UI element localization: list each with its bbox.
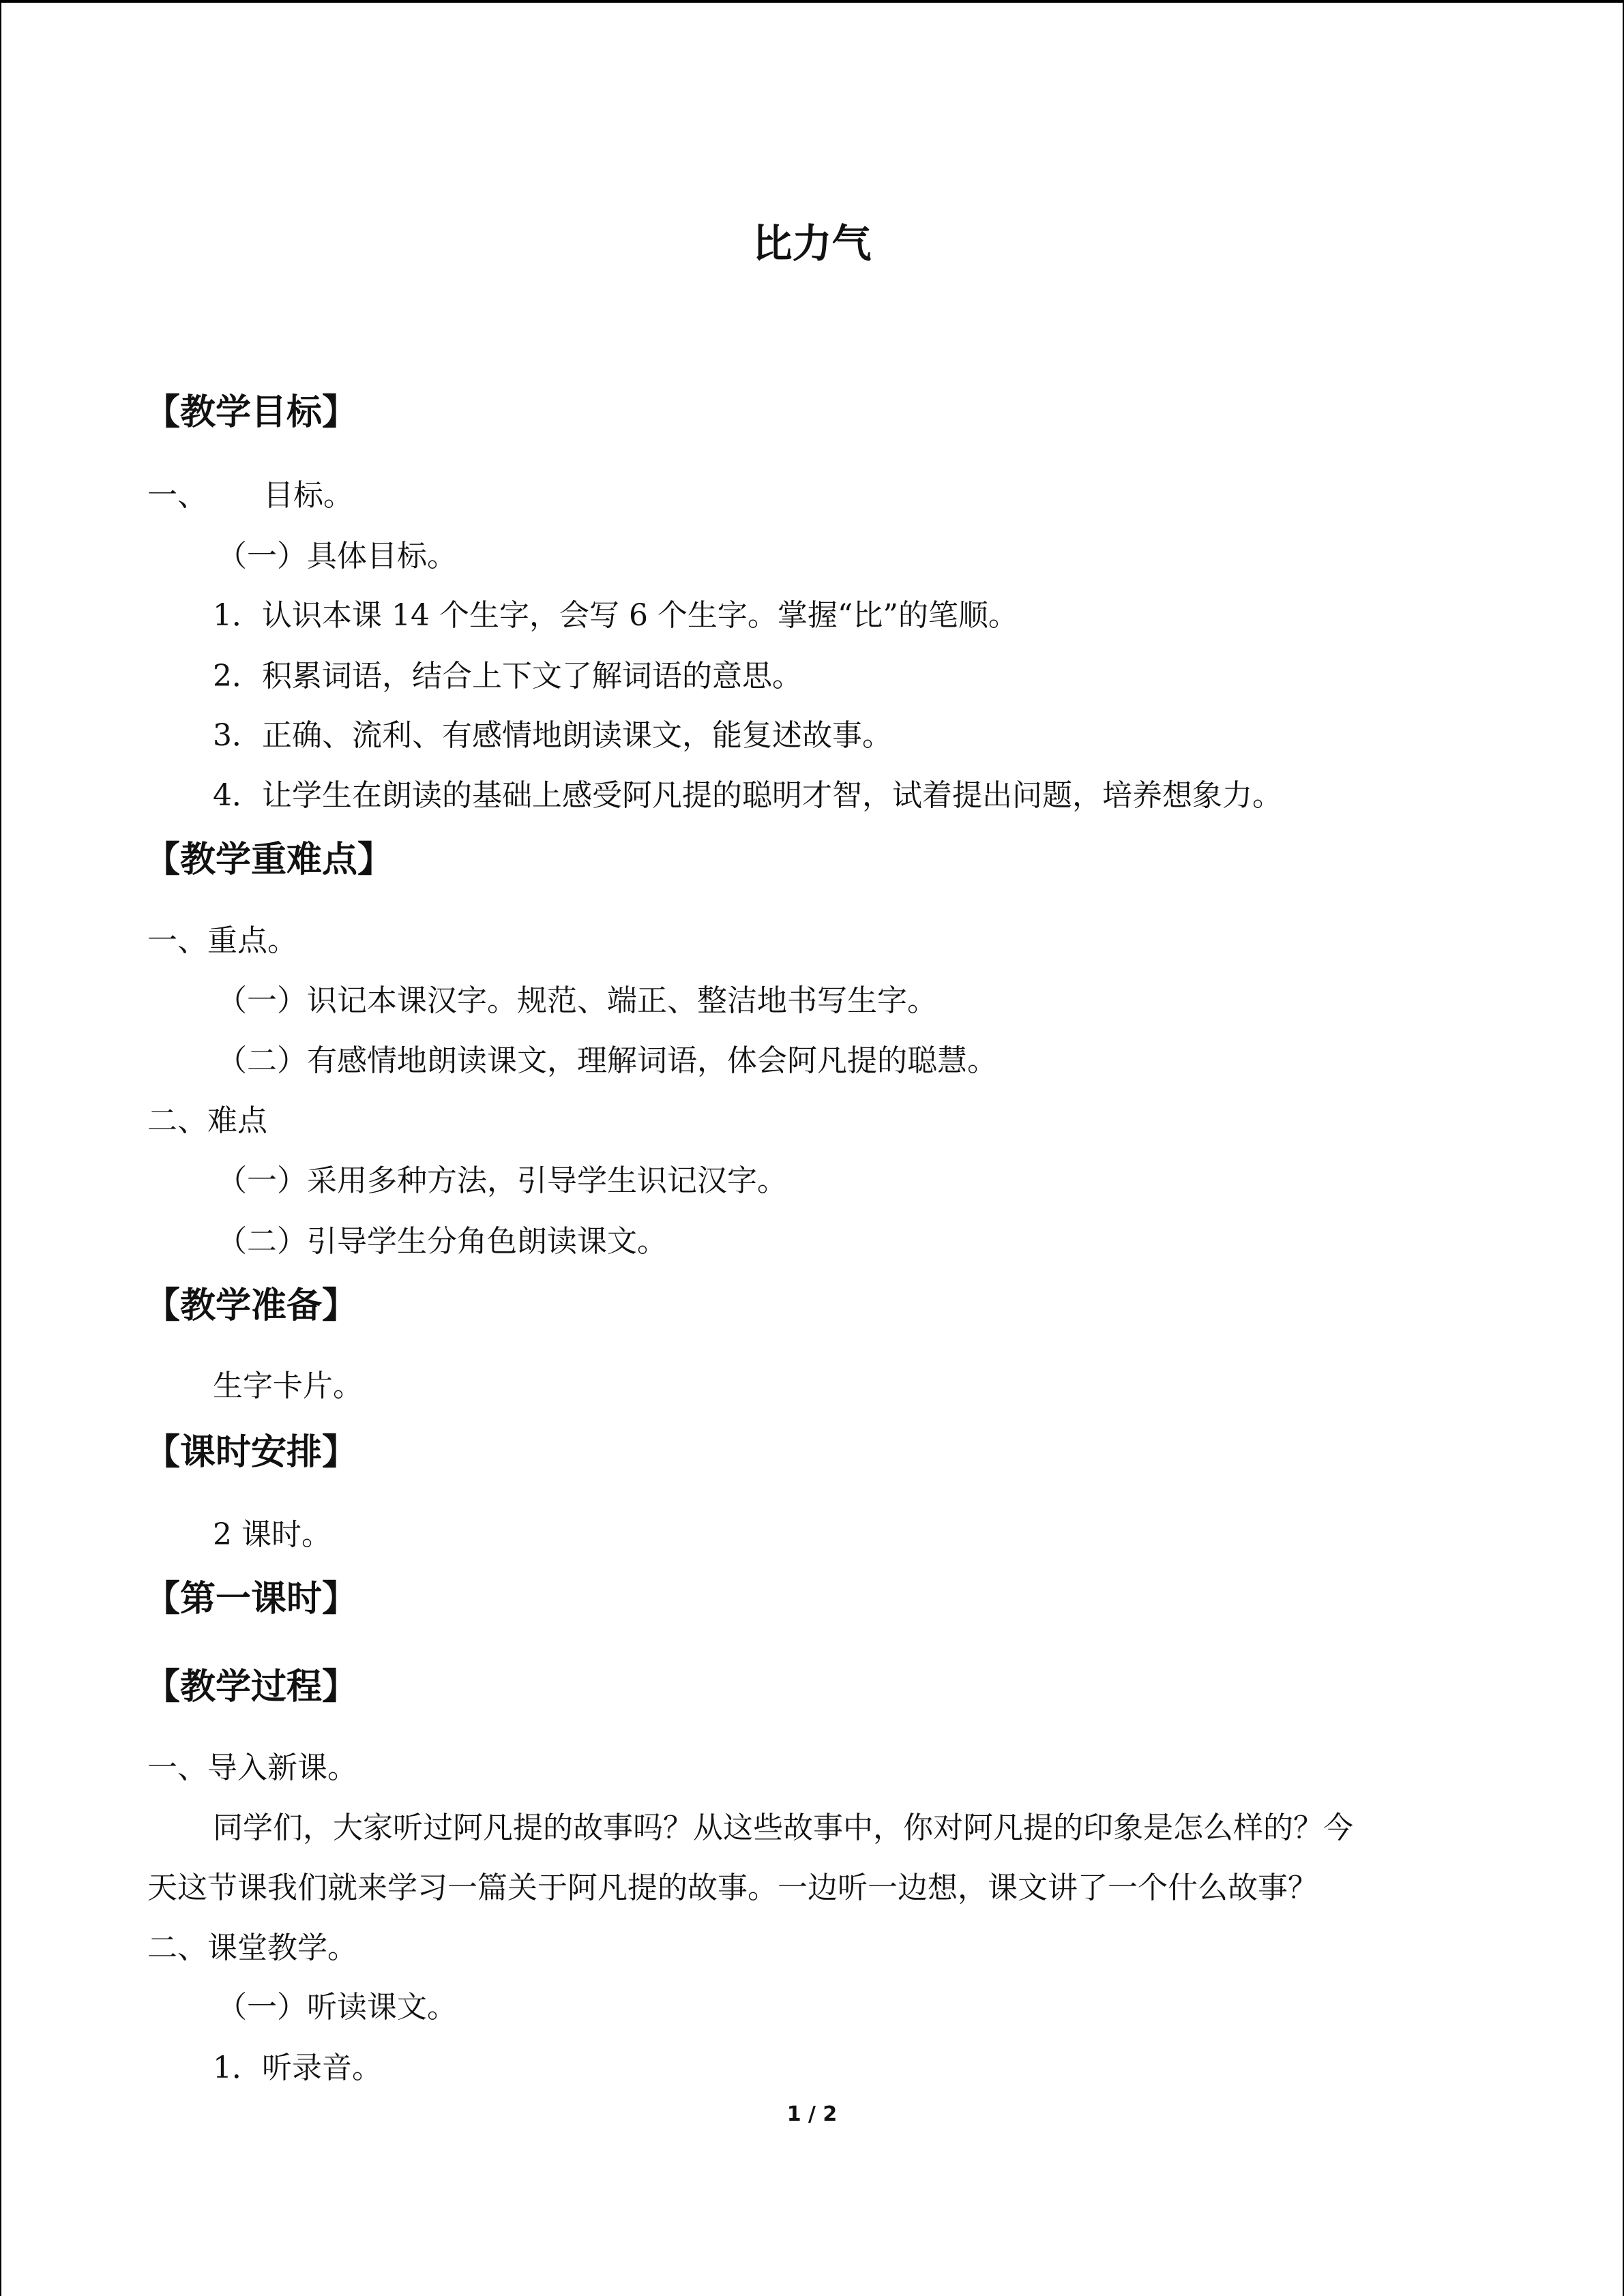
heading-teaching-objectives: 【教学目标】 xyxy=(145,392,358,433)
difficulty-item: （二）引导学生分角色朗读课文。 xyxy=(217,1224,667,1259)
key-point-item: （一）识记本课汉字。规范、端正、整洁地书写生字。 xyxy=(217,983,937,1018)
heading-teaching-process: 【教学过程】 xyxy=(145,1667,358,1708)
schedule-text: 2 课时。 xyxy=(213,1517,331,1552)
heading-first-lesson: 【第一课时】 xyxy=(145,1579,358,1620)
objective-sub-heading: （一）具体目标。 xyxy=(217,539,457,573)
process-paragraph-line: 天这节课我们就来学习一篇关于阿凡提的故事。一边听一边想，课文讲了一个什么故事？ xyxy=(147,1870,1318,1905)
process-item: 1．听录音。 xyxy=(213,2051,382,2085)
objective-item: 4．让学生在朗读的基础上感受阿凡提的聪明才智，试着提出问题，培养想象力。 xyxy=(213,778,1282,813)
page-border-top xyxy=(0,0,1624,3)
process-paragraph-line: 同学们，大家听过阿凡提的故事吗？从这些故事中，你对阿凡提的印象是怎么样的？今 xyxy=(213,1810,1353,1845)
key-point-item: （二）有感情地朗读课文，理解词语，体会阿凡提的聪慧。 xyxy=(217,1043,997,1078)
objective-item: 3．正确、流利、有感情地朗读课文，能复述故事。 xyxy=(213,718,892,753)
heading-preparation: 【教学准备】 xyxy=(145,1285,358,1326)
preparation-text: 生字卡片。 xyxy=(213,1369,363,1403)
page-border-left xyxy=(0,0,1,2296)
objective-level1-text: 目标。 xyxy=(263,478,353,513)
process-step-heading: 二、课堂教学。 xyxy=(147,1930,357,1965)
difficulty-heading: 二、难点 xyxy=(147,1103,267,1138)
key-point-heading: 一、重点。 xyxy=(147,923,297,958)
heading-key-difficulties: 【教学重难点】 xyxy=(145,839,394,880)
objective-item: 1．认识本课 14 个生字，会写 6 个生字。掌握“比”的笔顺。 xyxy=(213,598,1018,633)
objective-level1-number: 一、 xyxy=(147,478,207,513)
page-title: 比力气 xyxy=(752,220,872,267)
difficulty-item: （一）采用多种方法，引导学生识记汉字。 xyxy=(217,1163,787,1198)
heading-schedule: 【课时安排】 xyxy=(145,1432,358,1473)
process-sub-heading: （一）听读课文。 xyxy=(217,1990,457,2025)
process-step-heading: 一、导入新课。 xyxy=(147,1750,357,1785)
page-number: 1 / 2 xyxy=(786,2102,838,2126)
objective-item: 2．积累词语，结合上下文了解词语的意思。 xyxy=(213,659,802,694)
